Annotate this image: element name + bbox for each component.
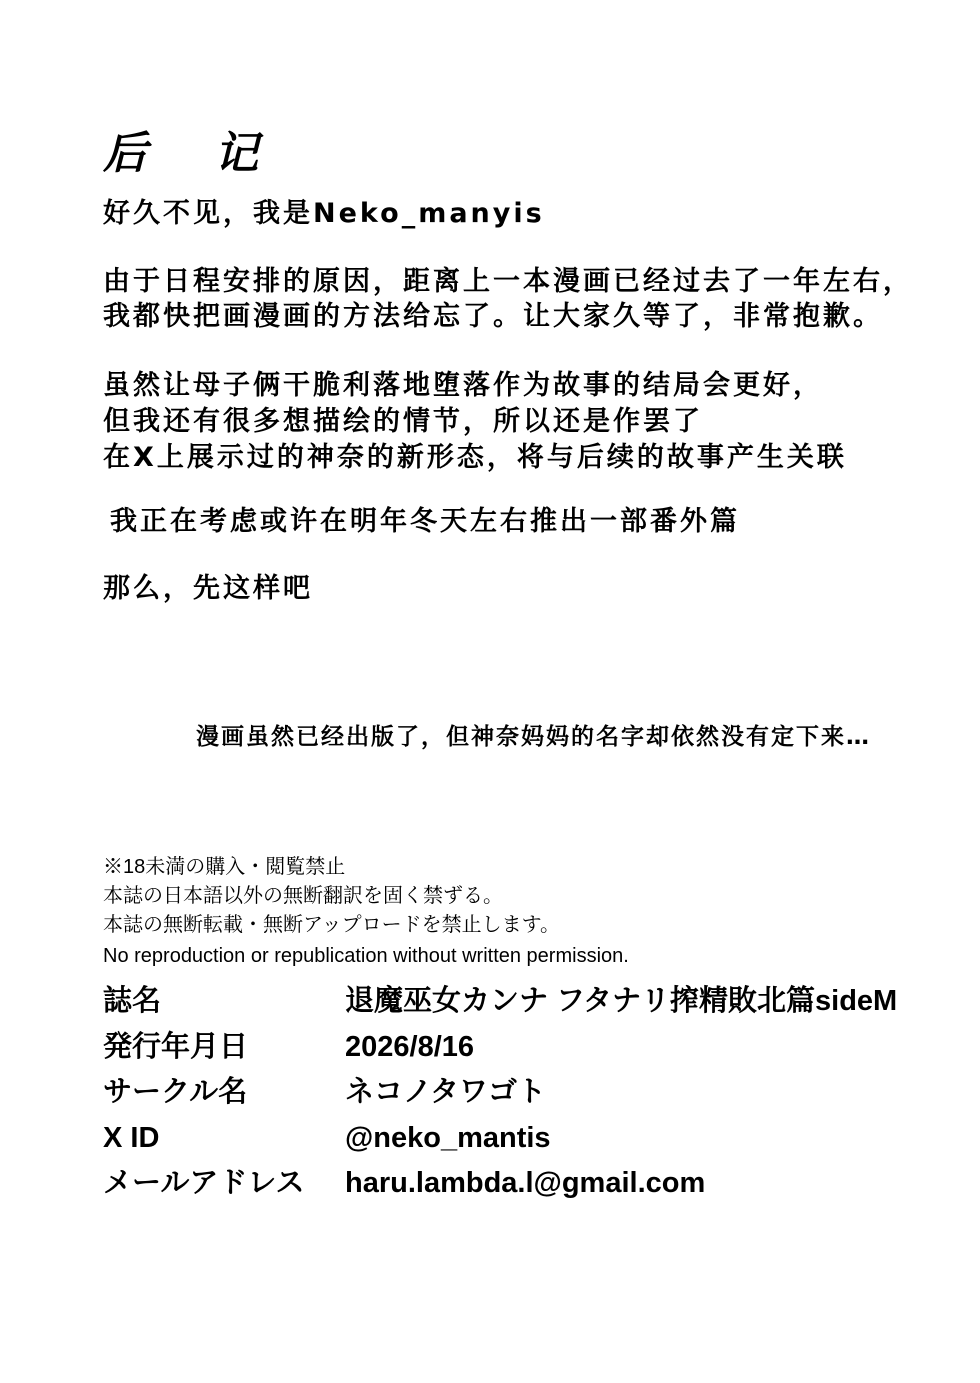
colophon-label: メールアドレス — [103, 1167, 305, 1199]
paragraph-line: 由于日程安排的原因，距离上一本漫画已经过去了一年左右， — [103, 266, 913, 297]
legal-notice: 本誌の日本語以外の無断翻訳を固く禁ずる。 — [103, 885, 503, 907]
colophon-row-circle — [103, 1071, 943, 1113]
paragraph-line: 在X上展示过的神奈的新形态，将与后续的故事产生关联 — [103, 442, 847, 473]
colophon-label: サークル名 — [103, 1076, 248, 1108]
colophon-value: 退魔巫女カンナ フタナリ搾精敗北篇sideM — [345, 985, 898, 1017]
colophon-value: 2026/8/16 — [345, 1031, 475, 1063]
colophon-row-title — [103, 980, 943, 1022]
legal-notice: 本誌の無断転載・無断アップロードを禁止します。 — [103, 914, 560, 936]
colophon-value: @neko_mantis — [345, 1122, 551, 1154]
colophon-label: X ID — [103, 1122, 160, 1154]
author-note: 漫画虽然已经出版了，但神奈妈妈的名字却依然没有定下来… — [196, 724, 871, 750]
paragraph-line: 我正在考虑或许在明年冬天左右推出一部番外篇 — [110, 506, 740, 537]
colophon-value: haru.lambda.l@gmail.com — [345, 1167, 706, 1199]
legal-notice: ※18未満の購入・閲覧禁止 — [103, 856, 346, 878]
colophon-label: 誌名 — [103, 985, 162, 1017]
paragraph-line: 我都快把画漫画的方法给忘了。让大家久等了，非常抱歉。 — [103, 301, 883, 332]
colophon-value: ネコノタワゴト — [345, 1076, 546, 1108]
greeting-text: 好久不见，我是Neko_manyis — [103, 198, 545, 229]
legal-notice: No reproduction or republication without written permission. — [103, 945, 629, 967]
colophon-row-date — [103, 1026, 943, 1068]
afterword-title: 后 记 — [103, 128, 285, 179]
paragraph-line: 虽然让母子俩干脆利落地堕落作为故事的结局会更好， — [103, 370, 823, 401]
colophon-label: 発行年月日 — [103, 1031, 249, 1063]
colophon-row-x-id — [103, 1117, 943, 1159]
colophon-row-email — [103, 1162, 943, 1204]
paragraph-line: 但我还有很多想描绘的情节，所以还是作罢了 — [103, 406, 703, 437]
closing-line: 那么，先这样吧 — [103, 573, 313, 604]
